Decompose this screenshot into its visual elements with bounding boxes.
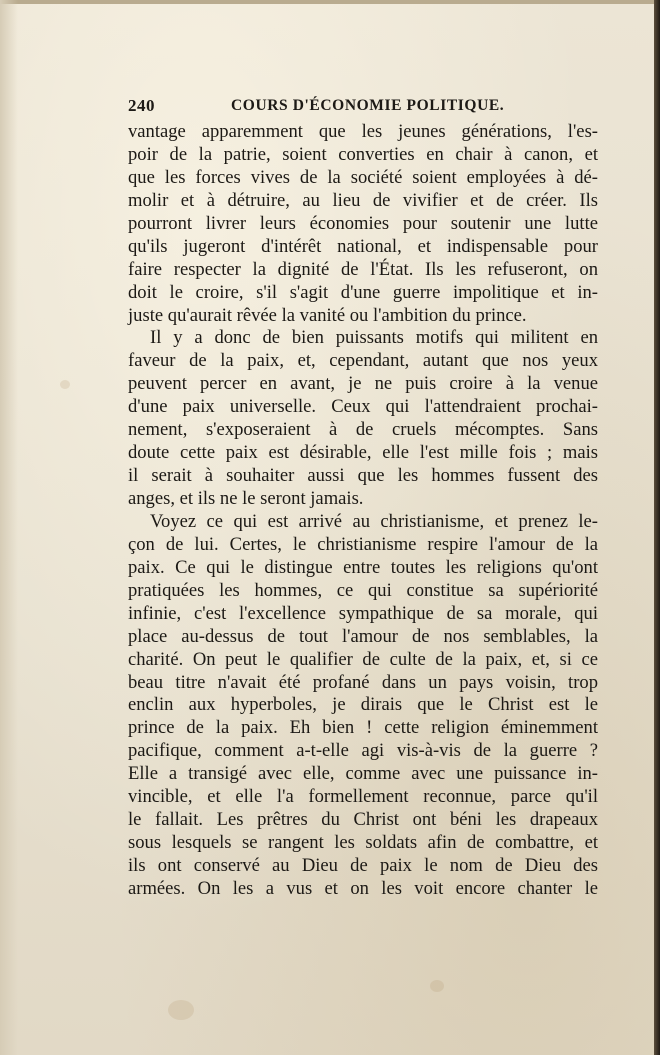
text-line: faveur de la paix, et, cependant, autant que nos yeux — [128, 350, 598, 372]
text-line: charité. On peut le qualifier de culte de la paix, et, si ce — [128, 648, 598, 670]
text-line: d'une paix universelle. Ceux qui l'attendraient prochai- — [128, 396, 598, 418]
text-line: que les forces vives de la société soient employées à dé- — [128, 166, 598, 188]
page-header — [128, 96, 598, 120]
text-line: faire respecter la dignité de l'État. Ils les refuseront, on — [128, 258, 598, 280]
text-line: sous lesquels se rangent les soldats afin de combattre, et — [128, 832, 598, 854]
text-line: pourront livrer leurs économies pour soutenir une lutte — [128, 212, 598, 234]
text-line: juste qu'aurait rêvée la vanité ou l'ambition du prince. — [128, 304, 527, 326]
text-line: pratiquées les hommes, ce qui constitue sa supériorité — [128, 579, 598, 601]
text-line: Il y a donc de bien puissants motifs qui militent en — [150, 327, 598, 349]
text-line: prince de la paix. Eh bien ! cette religion éminemment — [128, 717, 598, 739]
text-line: nement, s'exposeraient à de cruels mécomptes. Sans — [128, 419, 598, 441]
text-line: le fallait. Les prêtres du Christ ont béni les drapeaux — [128, 809, 598, 831]
text-line: molir et à détruire, au lieu de vivifier et de créer. Ils — [128, 189, 598, 211]
text-line: place au-dessus de tout l'amour de nos semblables, la — [128, 625, 598, 647]
text-line: anges, et ils ne le seront jamais. — [128, 488, 364, 509]
text-line: infinie, c'est l'excellence sympathique de sa morale, qui — [128, 602, 598, 624]
text-line: ils ont conservé au Dieu de paix le nom de Dieu des — [128, 855, 598, 876]
text-line: il serait à souhaiter aussi que les hommes fussent des — [128, 465, 598, 487]
text-line: vantage apparemment que les jeunes générations, l'es- — [128, 121, 598, 142]
running-title: COURS D'ÉCONOMIE POLITIQUE. — [231, 97, 505, 114]
text-line: peuvent percer en avant, je ne puis croire à la venue — [128, 373, 598, 395]
paper-stain — [60, 380, 70, 389]
text-line: beau titre n'avait été profané dans un pays voisin, trop — [128, 671, 598, 693]
text-line: Voyez ce qui est arrivé au christianisme, et prenez le- — [150, 510, 598, 532]
text-line: poir de la patrie, soient converties en chair à canon, et — [128, 143, 598, 165]
text-line: paix. Ce qui le distingue entre toutes les religions qu'ont — [128, 556, 598, 578]
text-line: doute cette paix est désirable, elle l'est mille fois ; mais — [128, 442, 598, 464]
paper-stain — [430, 980, 444, 992]
page-top-edge — [0, 0, 660, 4]
text-line: doit le croire, s'il s'agit d'une guerre impolitique et in- — [128, 281, 598, 303]
text-line: enclin aux hyperboles, je dirais que le Christ est le — [128, 694, 598, 716]
body-text — [128, 121, 598, 901]
paper-stain — [168, 1000, 194, 1020]
text-line: qu'ils jugeront d'intérêt national, et indispensable pour — [128, 235, 598, 257]
text-line: Elle a transigé avec elle, comme avec une puissance in- — [128, 763, 598, 785]
page-right-edge — [654, 0, 660, 1055]
page-left-edge — [0, 0, 18, 1055]
page-number: 240 — [128, 96, 155, 115]
text-line: pacifique, comment a-t-elle agi vis-à-vis de la guerre ? — [128, 740, 598, 762]
text-line: çon de lui. Certes, le christianisme respire l'amour de la — [128, 533, 598, 555]
text-line: armées. On les a vus et on les voit encore chanter le — [128, 877, 598, 899]
text-line: vincible, et elle l'a formellement reconnue, parce qu'il — [128, 786, 598, 808]
